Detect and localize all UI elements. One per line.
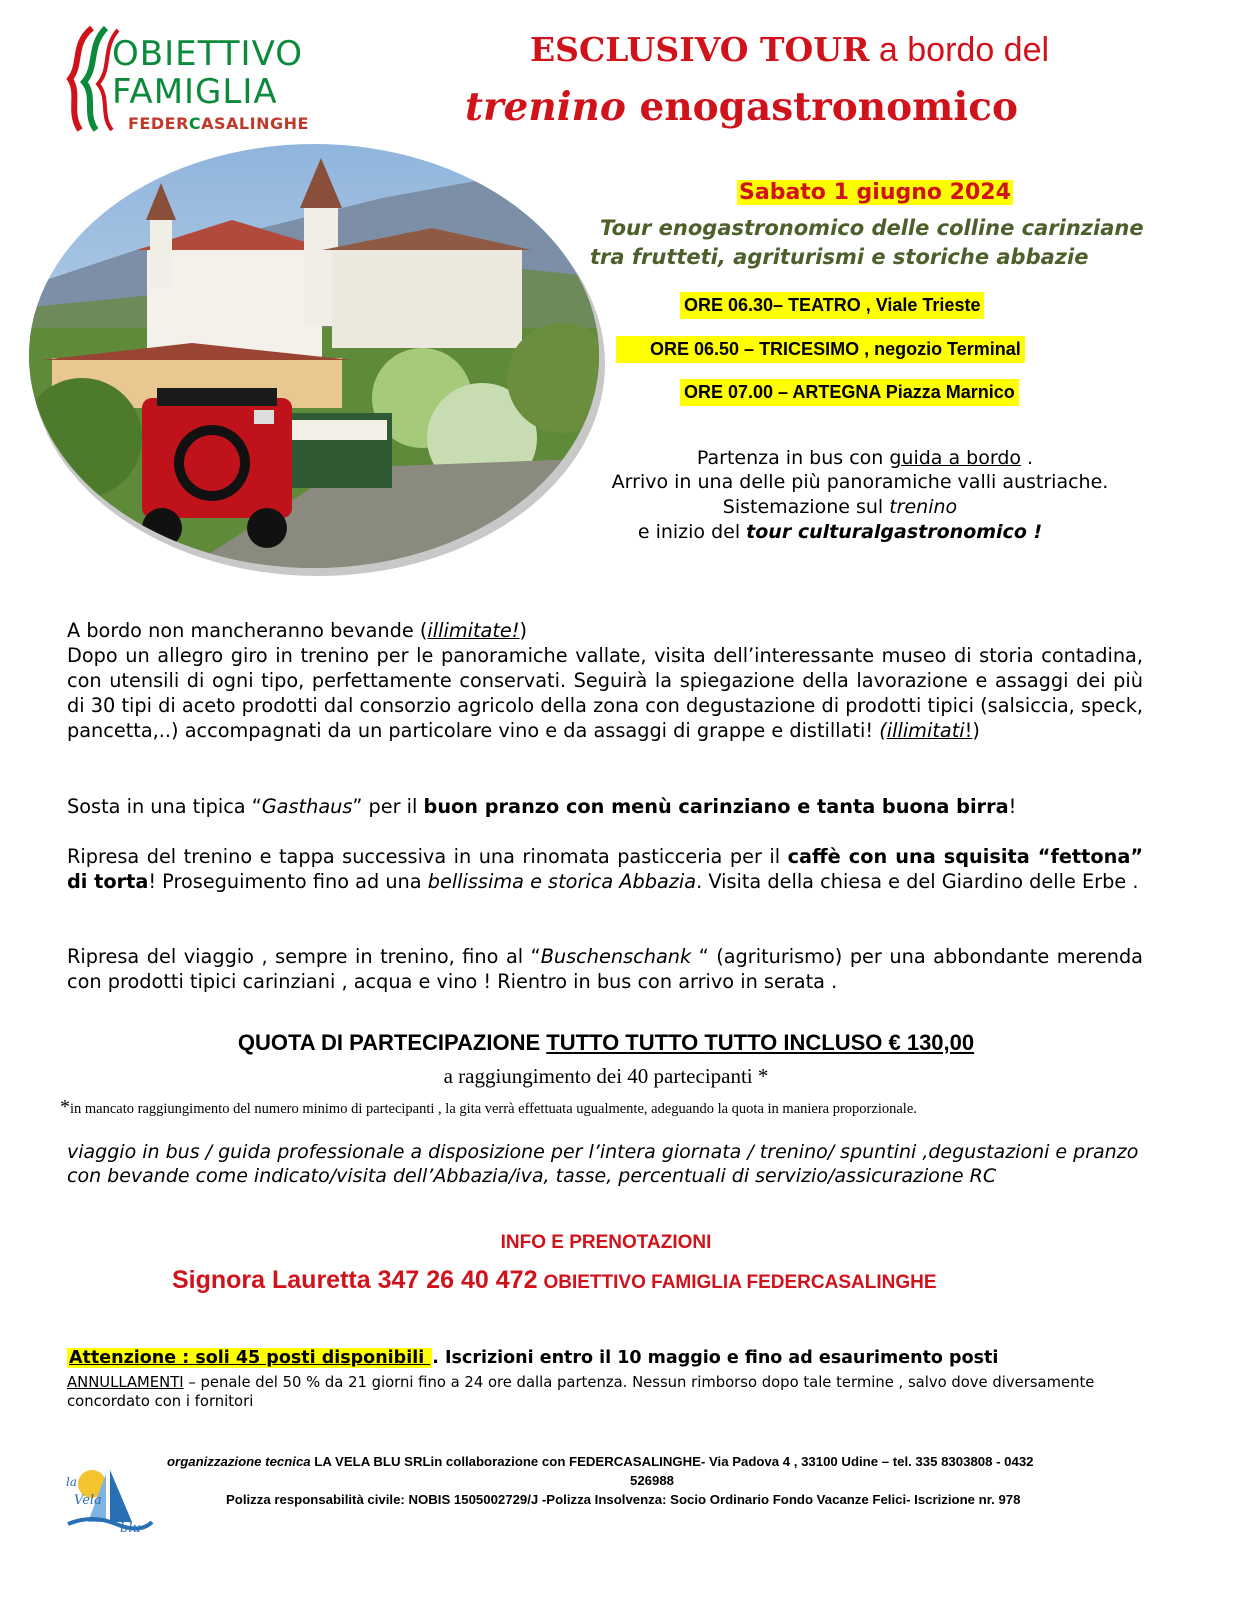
cancellation-policy: ANNULLAMENTI – penale del 50 % da 21 giorni fino a 24 ore dalla partenza. Nessun rimborso dopo tale termine , salvo dove diversamente concordato con i fornitori: [67, 1374, 1095, 1410]
intro-line-1: Partenza in bus con guida a bordo .: [696, 447, 1034, 469]
price-condition: a raggiungimento dei 40 partecipanti *: [443, 1064, 769, 1088]
price-footnote: *in mancato raggiungimento del numero minimo di partecipanti , la gita verrà effettuata ugualmente, adeguando la quota in maniera proporzionale.: [60, 1096, 917, 1118]
info-title: INFO E PRENOTAZIONI: [500, 1232, 712, 1253]
logo-text-blu: blu: [120, 1521, 141, 1534]
body-paragraph-3: Ripresa del trenino e tappa successiva in una rinomata pasticceria per il caffè con una squisita “fettona” di torta! Proseguimento fino ad una bellissima e storica Abbazia. Visita della chiesa e del Giardino delle Erbe .: [67, 845, 1144, 893]
body-paragraph-2: Sosta in una tipica “Gasthaus” per il buon pranzo con menù carinziano e tanta buona birra!: [67, 795, 1017, 818]
footer-text: organizzazione tecnica LA VELA BLU SRLin collaborazione con FEDERCASALINGHE- Via Padova 4 , 33100 Udine – tel. 335 8303808 - 0432 526988 Polizza responsabilità civile: NOBIS 1505002729/J -Polizza Insolvenza: Socio Ordinario Fondo Vacanze Felici- Iscrizione nr. 978: [167, 1454, 1034, 1507]
contact-line: Signora Lauretta 347 26 40 472 OBIETTIVO FAMIGLIA FEDERCASALINGHE: [172, 1266, 937, 1294]
obiettivo-famiglia-logo: [62, 24, 342, 134]
body-paragraph-4: Ripresa del viaggio , sempre in trenino, fino al “Buschenschank “ (agriturismo) per una abbondante merenda con prodotti tipici carinziani , acqua e vino ! Rientro in bus con arrivo in serata .: [67, 945, 1143, 993]
intro-line-4: e inizio del tour culturalgastronomico !: [637, 521, 1043, 543]
event-subtitle-1: Tour enogastronomico delle colline carinziane: [600, 216, 1144, 240]
la-vela-blu-logo: [62, 1462, 154, 1534]
body-paragraph-1: A bordo non mancheranno bevande (illimitate!) Dopo un allegro giro in trenino per le panoramiche vallate, visita dell’interessante museo di storia contadina, con utensili di ogni tipo, perfettamente conservati. Seguirà la spiegazione della lavorazione e assaggi dei più di 30 tipi di aceto prodotti dal consorzio agricolo della zona con degustazione di prodotti tipici (salsiccia, speck, pancetta,..) accompagnati da un particolare vino e da assaggi di grappe e distillati! (illimitati!): [67, 619, 1143, 742]
intro-line-2: Arrivo in una delle più panoramiche valli austriache.: [611, 471, 1109, 493]
event-subtitle-2: tra frutteti, agriturismi e storiche abbazie: [590, 245, 1089, 269]
logo-line-1: OBIETTIVO: [112, 34, 303, 74]
logo-text-vela: Vela: [74, 1493, 102, 1508]
departure-stop-2: ORE 06.50 – TRICESIMO , negozio Terminal: [616, 336, 1025, 363]
departure-stop-1: ORE 06.30– TEATRO , Viale Trieste: [680, 292, 984, 319]
logo-text-la: la: [66, 1475, 77, 1489]
headline-line-1: ESCLUSIVO TOUR a bordo del: [530, 30, 1050, 69]
headline-line-2: trenino enogastronomico: [465, 84, 1018, 130]
intro-line-3: Sistemazione sul trenino: [722, 496, 958, 518]
price-line: QUOTA DI PARTECIPAZIONE TUTTO TUTTO TUTTO INCLUSO € 130,00: [237, 1030, 975, 1055]
departure-stop-3: ORE 07.00 – ARTEGNA Piazza Marnico: [680, 379, 1019, 406]
attention-line: Attenzione : soli 45 posti disponibili . Iscrizioni entro il 10 maggio e fino ad esaurimento posti: [69, 1348, 999, 1368]
tourist-train-photo: [22, 138, 607, 578]
inclusions-text: viaggio in bus / guida professionale a disposizione per l’intera giornata / trenino/ spuntini ,degustazioni e pranzo con bevande come indicato/visita dell’Abbazia/iva, tasse, percentuali di servizio/assicurazione RC: [67, 1141, 1139, 1187]
event-date: Sabato 1 giugno 2024: [739, 180, 1011, 205]
logo-line-3: FEDERCASALINGHE: [128, 114, 309, 133]
logo-line-2: FAMIGLIA: [112, 72, 278, 112]
